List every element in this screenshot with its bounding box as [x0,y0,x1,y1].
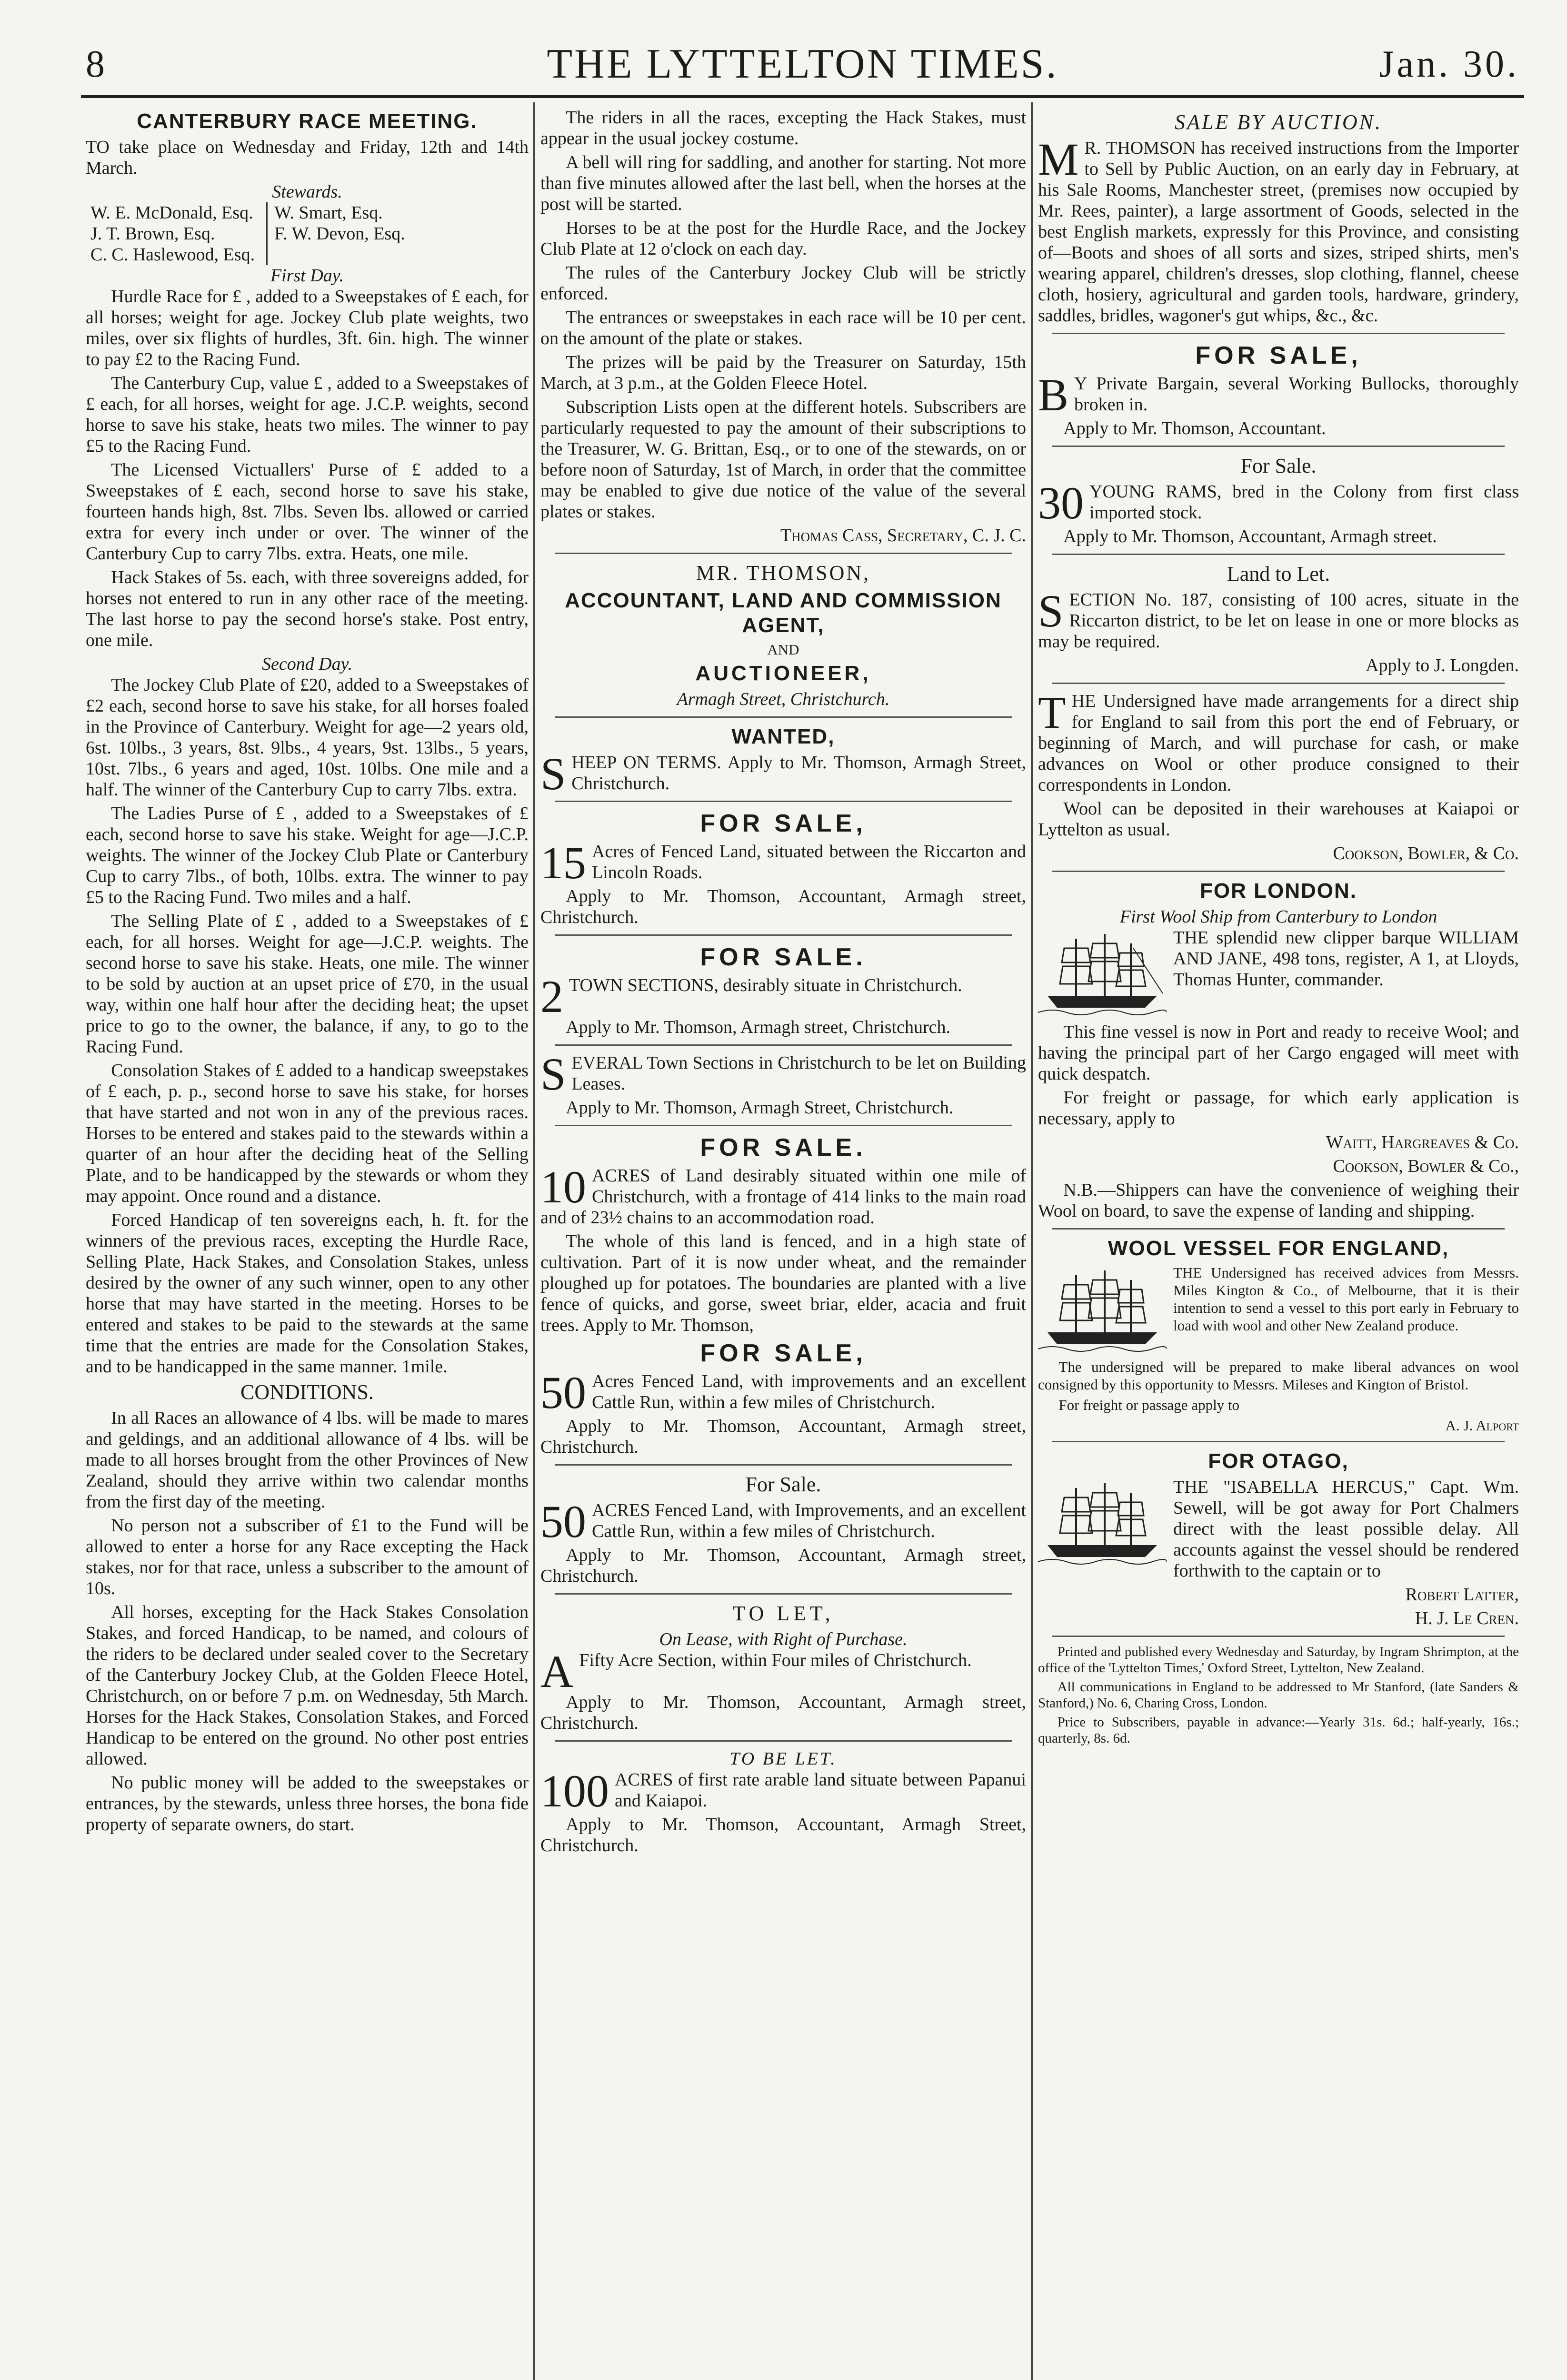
separator [555,1125,1012,1126]
second-day-heading: Second Day. [262,654,352,674]
separator [555,716,1012,718]
condition-paragraph: The rules of the Canterbury Jockey Club will be strictly enforced. [540,263,1026,304]
ad-apply: Apply to J. Longden. [1366,655,1519,675]
separator [1052,1636,1505,1637]
column-2 [540,107,1026,1859]
ad-heading: FOR SALE. [700,1134,867,1161]
ad-body: HEEP ON TERMS. Apply to Mr. Thomson, Armagh Street, Christchurch. [571,753,1026,793]
ad-body: For freight or passage, for which early application is necessary, apply to [1038,1088,1519,1129]
ad-body: ACRES of Land desirably situated within one mile of Christchurch, with a frontage of 414 links to the main road and of 23½ chains to an accommodation road. [540,1166,1026,1228]
sailing-ship-icon [1038,929,1167,1020]
first-day-heading: First Day. [270,266,344,286]
masthead [86,38,1519,90]
ad-apply: Apply to Mr. Thomson, Accountant, Armagh street, Christchurch. [540,1545,1026,1586]
race-paragraph: Forced Handicap of ten sovereigns each, h. ft. for the winners of the previous races, excepting the Hurdle Race, Selling Plate, Hack Stakes, and Consolation Stakes, unless desired by the owner of any such winner, open to any other horse that may have started in the meeting. Horses to be entered and stakes to be paid to the stewards at the same time that the entries are made for the Consolation Stakes, and to be handicapped in the same manner. 1mile. [86,1210,529,1377]
condition-paragraph: Horses to be at the post for the Hurdle Race, and the Jockey Club Plate at 12 o'clock on each day. [540,218,1026,259]
ad-body: THE splendid new clipper barque WILLIAM AND JANE, 498 tons, register, A 1, at Lloyds, Thomas Hunter, commander. [1173,928,1519,990]
ad-apply: Apply to Mr. Thomson, Accountant, Armagh street. [1063,526,1437,546]
ad-for-sale-15-acres [540,809,1026,928]
race-heading: CANTERBURY RACE MEETING. [137,109,478,133]
ad-lead: T [1038,687,1066,738]
conditions-heading: CONDITIONS. [240,1380,374,1404]
ad-body: Fifty Acre Section, within Four miles of Christchurch. [579,1650,972,1670]
ad-heading: FOR SALE, [1195,342,1362,369]
separator [555,801,1012,802]
race-paragraph: The Canterbury Cup, value £ , added to a Sweepstakes of £ each, for all horses, weight for age. J.C.P. weights, second horse to save his stake, heats two miles. The winner to pay £5 to the Racing Fund. [86,373,529,456]
ad-apply: Apply to Mr. Thomson, Accountant, Armagh Street, Christchurch. [540,1815,1026,1855]
ad-body: ACRES of first rate arable land situate between Papanui and Kaiapoi. [615,1770,1026,1811]
page-number: 8 [86,43,105,85]
ad-agent: Cookson, Bowler & Co., [1333,1156,1519,1176]
ad-heading: WOOL VESSEL FOR ENGLAND, [1108,1237,1449,1260]
column-divider [533,102,535,2380]
race-paragraph: The Jockey Club Plate of £20, added to a Sweepstakes of £2 each, second horse to save his stake, for all horses foaled in the Province of Canterbury. Weight for age—2 years old, 6st. 10lbs., 3 years, 8st. 9lbs., 4 years, 9st. 13lbs., 5 years, 10st. 7lbs., 6 years and aged, 10st. 10lbs. One mile and a half. The winner of the Canterbury Cup to carry 7lbs. extra. [86,675,529,800]
ad-body: THE "ISABELLA HERCUS," Capt. Wm. Sewell, will be got away for Port Chalmers direct with the least possible delay. All accounts against the vessel should be rendered forthwith to the captain or to [1173,1477,1519,1581]
condition-paragraph: Subscription Lists open at the different hotels. Subscribers are particularly requested to pay the amount of their subscriptions to the Treasurer, W. G. Brittan, Esq., or to one of the stewards, on or before noon of Saturday, 1st of March, in order that the committee may be enabled to give due notice of the value of the several plates or stakes. [540,397,1026,522]
condition-paragraph: A bell will ring for saddling, and another for starting. Not more than five minutes allowed after the last bell, when the horses at the post will be started. [540,152,1026,214]
column-divider [1031,102,1033,2380]
ad-town-sections [540,942,1026,1038]
thomson-title: ACCOUNTANT, LAND AND COMMISSION AGENT, [565,589,1002,637]
ad-apply: Apply to Mr. Thomson, Armagh Street, Christchurch. [566,1098,954,1118]
ad-apply: Apply to Mr. Thomson, Accountant, Armagh street, Christchurch. [540,886,1026,927]
ad-body: THE Undersigned has received advices from Messrs. Miles Kington & Co., of Melbourne, that it is their intention to send a vessel to this port early in February to load with wool and other New Zealand produce. [1173,1264,1519,1334]
stewards-left [90,202,255,265]
ad-subheading: First Wool Ship from Canterbury to London [1119,907,1437,927]
steward: C. C. Haslewood, Esq. [90,245,255,265]
separator [1052,333,1505,334]
imprint-line: Printed and published every Wednesday and Saturday, by Ingram Shrimpton, at the office of the 'Lyttelton Times,' Oxford Street, Lyttelton, New Zealand. [1038,1644,1519,1676]
steward: J. T. Brown, Esq. [90,224,215,244]
ad-body: ACRES Fenced Land, with Improvements, and an excellent Cattle Run, within a few miles of Christchurch. [592,1500,1026,1541]
stewards-list [86,202,529,265]
separator [1052,871,1505,872]
separator [555,1464,1012,1466]
ad-lead: 30 [1038,477,1084,528]
separator [555,1044,1012,1046]
ad-body: This fine vessel is now in Port and ready to receive Wool; and having the principal part of her Cargo engaged will meet with quick despatch. [1038,1022,1519,1084]
steward: W. E. McDonald, Esq. [90,203,253,223]
separator [1052,1441,1505,1442]
ad-rams [1038,454,1519,547]
ad-body: N.B.—Shippers can have the convenience of weighing their Wool on board, to save the expense of landing and shipping. [1038,1180,1519,1221]
thomson-and: AND [767,641,799,658]
ad-50-acres [540,1339,1026,1458]
ad-body: Acres Fenced Land, with improvements and an excellent Cattle Run, within a few miles of Christchurch. [592,1371,1026,1412]
separator [555,1593,1012,1595]
condition-paragraph: The entrances or sweepstakes in each race will be 10 per cent. on the amount of the plate or stakes. [540,307,1026,348]
race-paragraph: The Selling Plate of £ , added to a Sweepstakes of £ each, for all horses. Weight for age—J.C.P. weights. The second horse to save his stake. Heats, one mile. The winner to be sold by auction at an upset price of £70, in the usual way, within one half hour after the deciding heat; the upset price to go to the owner, the balance, if any, to go to the Racing Fund. [86,911,529,1057]
ad-body: Wool can be deposited in their warehouses at Kaiapoi or Lyttelton as usual. [1038,799,1519,840]
ad-signature: A. J. Alport [1445,1417,1519,1434]
ad-lead: 50 [540,1496,586,1547]
ad-apply: Apply to Mr. Thomson, Armagh street, Christchurch. [566,1017,950,1037]
ad-heading: FOR SALE. [700,943,867,971]
ad-for-otago [1038,1449,1519,1629]
ad-lead: 50 [540,1367,586,1418]
race-paragraph: The Licensed Victuallers' Purse of £ added to a Sweepstakes of £ each, second horse to save his stake, fourteen hands high, 8st. 7lbs. Seven lbs. allowed or carried extra for every inch under or over. The winner of the Canterbury Cup to carry 7lbs. extra. Heats, one mile. [86,460,529,564]
separator [555,553,1012,554]
imprint-line: All communications in England to be addressed to Mr Stanford, (late Sanders & Stanford,) No. 6, Charing Cross, London. [1038,1679,1519,1711]
condition-paragraph: The riders in all the races, excepting the Hack Stakes, must appear in the usual jockey costume. [540,108,1026,149]
ad-wanted [540,724,1026,799]
ad-lead: 15 [540,837,586,888]
ad-lead: S [1038,585,1064,636]
column-3 [1038,107,1519,1749]
ad-signature: Robert Latter, [1405,1585,1519,1605]
column-1 [86,107,529,1838]
ad-heading: FOR LONDON. [1200,879,1357,902]
race-paragraph: Hack Stakes of 5s. each, with three sovereigns added, for horses not entered to run in any other race of the meeting. The last horse to pay the second horse's stake. Post entry, one mile. [86,567,529,650]
steward: W. Smart, Esq. [274,203,383,223]
ad-body: TOWN SECTIONS, desirably situate in Christchurch. [569,975,962,995]
ad-lead: 10 [540,1161,586,1212]
ad-body: YOUNG RAMS, bred in the Colony from first class imported stock. [1089,482,1519,523]
ad-body: EVERAL Town Sections in Christchurch to be let on Building Leases. [571,1053,1026,1094]
race-paragraph: Consolation Stakes of £ added to a handicap sweepstakes of £ each, p. p., second horse to save his stake, for horses that have started and not won in any of the previous races. Horses to be entered and stakes paid to the stewards within a quarter of an hour after the deciding heat of the Selling Plate, and to be handicapped by the stewards or whom they may appoint. Once round and a distance. [86,1061,529,1206]
ad-lead: M [1038,134,1079,185]
ad-apply: Apply to Mr. Thomson, Accountant. [1063,418,1326,438]
imprint-line: Price to Subscribers, payable in advance:—Yearly 31s. 6d.; half-yearly, 16s.; quarterly, 8s. 6d. [1038,1715,1519,1746]
ad-apply: Apply to Mr. Thomson, Accountant, Armagh street, Christchurch. [540,1692,1026,1733]
race-intro: TO take place on Wednesday and Friday, 12th and 14th March. [86,137,529,178]
ad-10-acres [540,1133,1026,1336]
separator [555,934,1012,936]
ad-signature: Cookson, Bowler, & Co. [1333,843,1519,863]
ad-heading: For Sale. [745,1473,821,1496]
ad-heading: For Sale. [1240,454,1317,477]
condition-paragraph: All horses, excepting for the Hack Stakes Consolation Stakes, and forced Handicap, to be named, and colours of the riders to be declared under sealed cover to the Secretary of the Canterbury Jockey Club, at the Golden Fleece Hotel, Christchurch, on or before 7 p.m. on Wednesday, 5th March. Horses for the Hack Stakes, Consolation Stakes, and Forced Handicap to be entered on the ground. No other post entries allowed. [86,1602,529,1769]
sailing-ship-icon [1038,1478,1167,1569]
thomson-address: Armagh Street, Christchurch. [677,689,890,709]
ad-signature: H. J. Le Cren. [1415,1608,1519,1628]
ad-lead: 100 [540,1765,609,1816]
ad-lead: A [540,1646,574,1697]
race-paragraph: The Ladies Purse of £ , added to a Sweepstakes of £ each, second horse to save his stake. Weight for age—J.C.P. weights. The winner of the Jockey Club Plate or Canterbury Cup to carry 7lbs., of both, 10lbs. extra. The winner to pay £5 to the Racing Fund. Two miles and a half. [86,803,529,907]
ad-for-london [1038,879,1519,1221]
race-paragraph: Hurdle Race for £ , added to a Sweepstakes of £ each, for all horses; weight for age. Jockey Club plate weights, two miles, over six flights of hurdles, 3ft. 6in. high. The winner to pay £2 to the Racing Fund. [86,287,529,369]
sailing-ship-icon [1038,1266,1167,1356]
ad-to-let [540,1601,1026,1734]
ad-lead: S [540,748,566,799]
ad-body: For freight or passage apply to [1058,1397,1240,1413]
separator [1052,1228,1505,1230]
separator [555,1740,1012,1742]
issue-date: Jan. 30. [1379,43,1519,85]
condition-paragraph: The prizes will be paid by the Treasurer on Saturday, 15th March, at 3 p.m., at the Golden Fleece Hotel. [540,352,1026,393]
ad-land-to-let [1038,562,1519,676]
ad-subheading: On Lease, with Right of Purchase. [659,1629,908,1649]
ad-agent: Waitt, Hargreaves & Co. [1326,1132,1519,1152]
thomson-auctioneer: AUCTIONEER, [695,662,871,685]
ad-heading: SALE BY AUCTION. [1174,110,1383,134]
ad-body: Acres of Fenced Land, situated between the Riccarton and Lincoln Roads. [592,842,1026,883]
ad-heading: TO BE LET. [729,1749,837,1769]
race-signature: Thomas Cass, Secretary, C. J. C. [780,526,1026,545]
condition-paragraph: No public money will be added to the sweepstakes or entrances, by the stewards, unless three horses, the bona fide property of separate owners, do start. [86,1773,529,1835]
stewards-label: Stewards. [272,182,342,202]
condition-paragraph: No person not a subscriber of £1 to the Fund will be allowed to enter a horse for any Race excepting the Hack stakes, nor for that race, unless a subscriber to the amount of 10s. [86,1516,529,1598]
ad-body: The undersigned will be prepared to make liberal advances on wool consigned by this opportunity to Messrs. Mileses and Kington of Bristol. [1038,1359,1519,1393]
ad-to-be-let [540,1748,1026,1856]
ad-building-leases [540,1049,1026,1118]
newspaper-title: THE LYTTELTON TIMES. [547,41,1058,87]
ad-heading: FOR OTAGO, [1208,1449,1349,1473]
ad-wool-vessel [1038,1236,1519,1434]
ad-heading: TO LET, [732,1602,834,1625]
steward: F. W. Devon, Esq. [274,224,405,244]
masthead-rule [81,95,1524,98]
ad-wool-purchase [1038,687,1519,864]
ad-apply: Apply to Mr. Thomson, Accountant, Armagh street, Christchurch. [540,1416,1026,1457]
ad-heading: FOR SALE, [700,810,867,837]
ad-bullocks [1038,341,1519,439]
ad-heading: WANTED, [731,725,835,748]
ad-lead: S [540,1049,566,1100]
ad-lead: 2 [540,971,563,1022]
ad-body: R. THOMSON has received instructions from the Importer to Sell by Public Auction, on an early day in February, at his Sale Rooms, Manchester street, (premises now occupied by Mr. Rees, painter), a large assortment of Goods, selected in the best English markets, expressly for this Province, and consisting of—Boots and shoes of all sorts and sizes, striped shirts, men's wearing apparel, children's dresses, slop clothing, flannel, cheese cloth, hosiery, agricultural and garden tools, hardware, grindery, saddles, bridles, wagoner's gut whips, &c., &c. [1038,138,1519,326]
ad-heading: Land to Let. [1227,562,1330,585]
separator [1052,683,1505,684]
condition-paragraph: In all Races an allowance of 4 lbs. will be made to mares and geldings, and an additional allowance of 4 lbs. will be made to all horses brought from the other Provinces of New Zealand, should they arrive within two calendar months from the first day of the meeting. [86,1408,529,1512]
ad-sale-by-auction [1038,110,1519,326]
thomson-name: MR. THOMSON, [696,561,871,585]
separator [1052,554,1505,555]
ad-body: HE Undersigned have made arrangements for a direct ship for England to sail from this port the end of February, or beginning of March, and will purchase for cash, or make advances on Wool or other produce consigned to their correspondents in London. [1038,691,1519,795]
imprint [1038,1644,1519,1746]
ad-lead: B [1038,369,1069,420]
stewards-right [266,202,405,265]
ad-50-acres-improvements [540,1472,1026,1587]
ad-body: ECTION No. 187, consisting of 100 acres, situate in the Riccarton district, to be let on lease in one or more blocks as may be required. [1038,590,1519,652]
separator [1052,446,1505,447]
ad-heading: FOR SALE, [700,1339,867,1367]
ad-body: Y Private Bargain, several Working Bullocks, thoroughly broken in. [1074,374,1519,415]
ad-apply: The whole of this land is fenced, and in a high state of cultivation. Part of it is now under wheat, and the remainder ploughed up for potatoes. The boundaries are planted with a live fence of quicks, and gorse, sweet briar, elder, acacia and fruit trees. Apply to Mr. Thomson, [540,1231,1026,1335]
